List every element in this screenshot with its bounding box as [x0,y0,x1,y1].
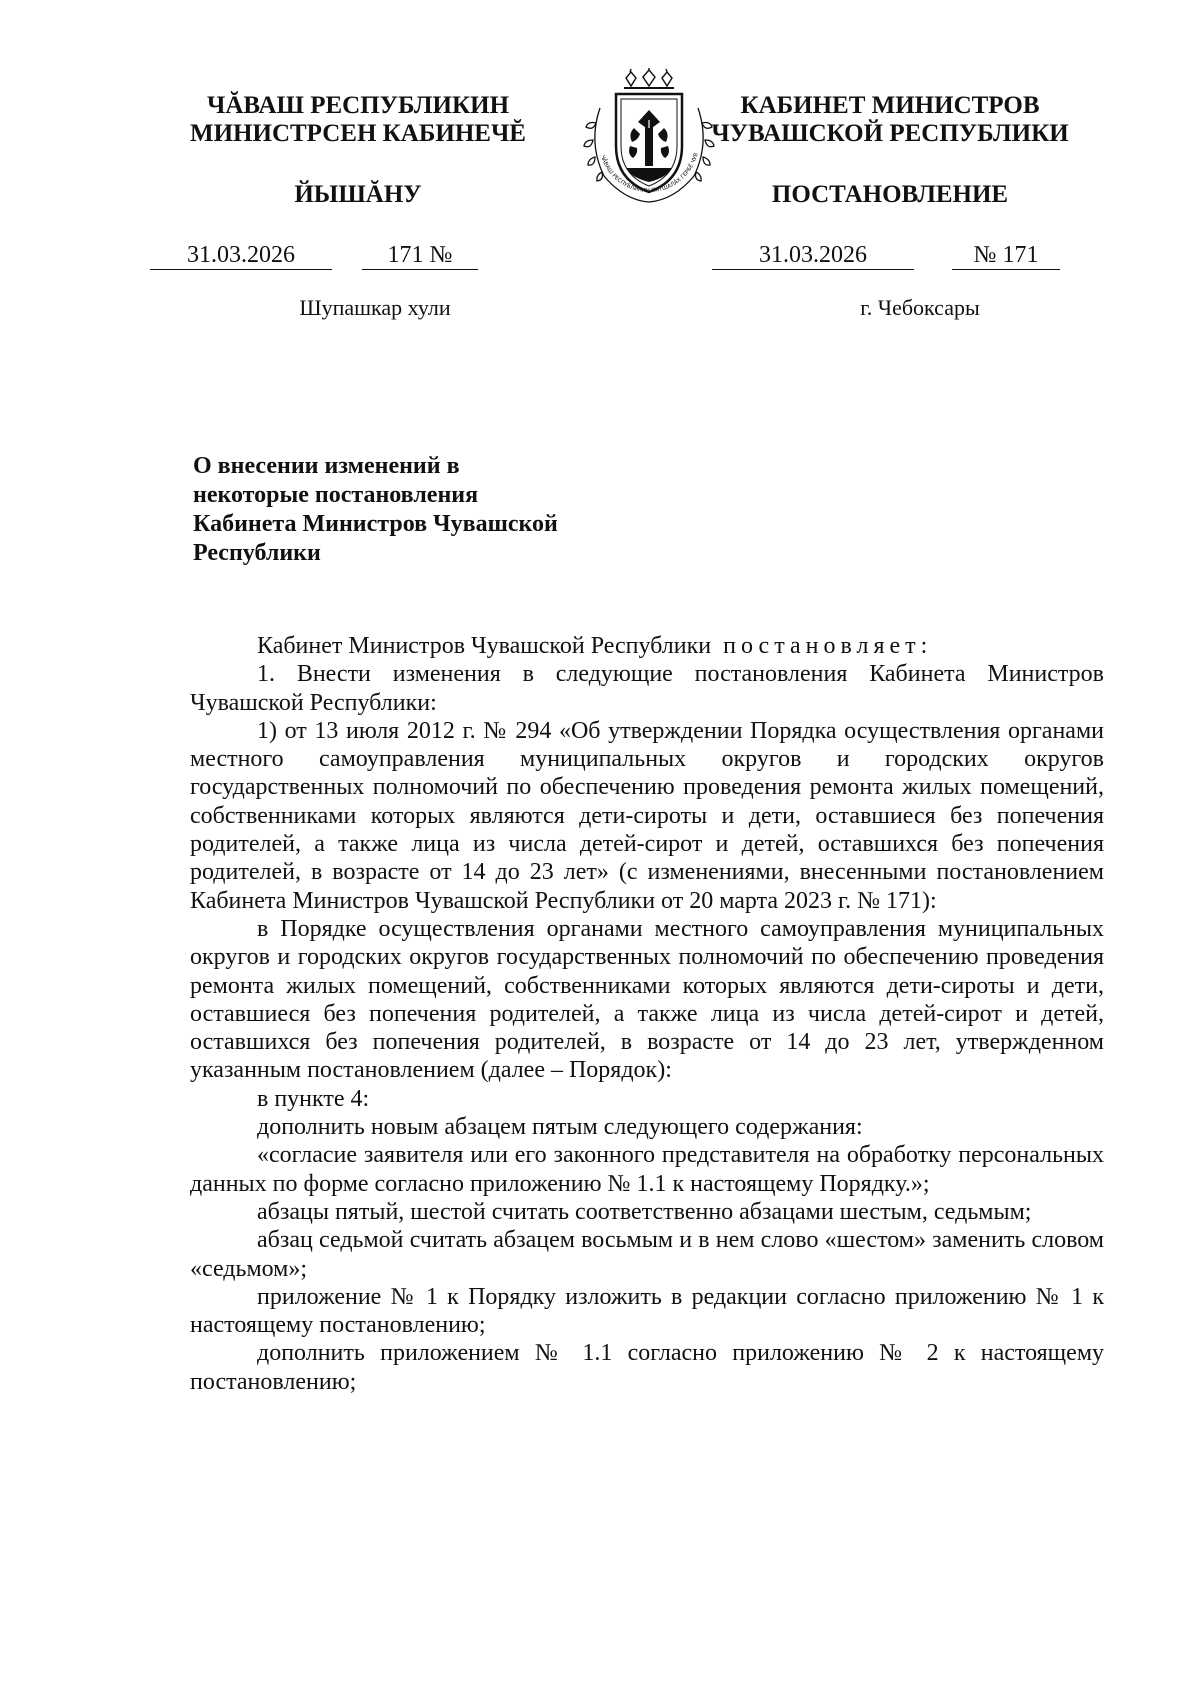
right-number: № 171 [952,242,1060,270]
body-paragraph: абзацы пятый, шестой считать соответственно абзацами шестым, седьмым; [257,1198,1032,1225]
left-date: 31.03.2026 [150,242,332,270]
right-date: 31.03.2026 [712,242,914,270]
body-paragraph: абзац седьмой считать абзацем восьмым и в нем слово «шестом» заменить словом «седьмом»; [190,1227,1104,1282]
left-org-line2: МИНИСТРСЕН КАБИНЕЧĔ [190,120,526,147]
right-org-line2: ЧУВАШСКОЙ РЕСПУБЛИКИ [711,120,1069,147]
body-paragraph: дополнить новым абзацем пятым следующего содержания: [257,1114,863,1141]
left-number: 171 № [362,242,478,270]
right-org-line1: КАБИНЕТ МИНИСТРОВ [740,92,1040,119]
left-org-line1: ЧĂВАШ РЕСПУБЛИКИН [206,92,510,119]
body-paragraph-intro [190,632,1104,660]
intro-text: Кабинет Министров Чувашской Республики [257,633,724,659]
body-paragraph: приложение № 1 к Порядку изложить в редакции согласно приложению № 1 к настоящему постановлению; [190,1283,1104,1339]
document-body [190,632,1104,1396]
body-paragraph: в Порядке осуществления органами местного самоуправления муниципальных округов и городских округов государственных полномочий по обеспечению проведения ремонта жилых помещений, собственниками которых являются дети-сироты и дети, оставшиеся без попечения родителей, а также лица из числа детей-сирот и детей, оставшихся без попечения родителей, в возрасте от 14 до 23 лет, утвержденном указанным постановлением (далее – Порядок): [190,915,1104,1084]
body-paragraph: 1) от 13 июля 2012 г. № 294 «Об утверждении Порядка осуществления органами местного самоуправления муниципальных округов и городских округов государственных полномочий по обеспечению проведения ремонта жилых помещений, собственниками которых являются дети-сироты и дети, оставшиеся без попечения родителей, а также лица из числа детей-сирот и детей, оставшихся без попечения родителей, в возрасте от 14 до 23 лет» (с изменениями, внесенными постановлением Кабинета Министров Чувашской Республики от 20 марта 2023 г. № 171): [190,717,1104,914]
left-place: Шупашкар хули [299,295,451,320]
right-doc-type: ПОСТАНОВЛЕНИЕ [771,181,1009,208]
body-paragraph: дополнить приложением № 1.1 согласно приложению № 2 к настоящему постановлению; [190,1340,1104,1395]
document-title: О внесении изменений в некоторые постановления Кабинета Министров Чувашской Республики [193,453,558,566]
intro-decision-word: постановляет: [723,633,933,659]
body-paragraph: 1. Внести изменения в следующие постановления Кабинета Министров Чувашской Республики: [190,661,1104,716]
right-org-name [680,92,1100,148]
right-place: г. Чебоксары [860,295,980,320]
left-org-name [150,92,566,148]
body-paragraph: в пункте 4: [257,1085,370,1112]
emblem-text: ЧĂВАШ РЕСПУБЛИКИН ПАТШАЛĂХ ГЕРБĔ ЧУВ [599,152,700,195]
body-paragraph: «согласие заявителя или его законного представителя на обработку персональных данных по форме согласно приложению № 1.1 к настоящему Порядку.»; [190,1142,1104,1197]
left-doc-type: ЙЫШĂНУ [294,181,422,208]
